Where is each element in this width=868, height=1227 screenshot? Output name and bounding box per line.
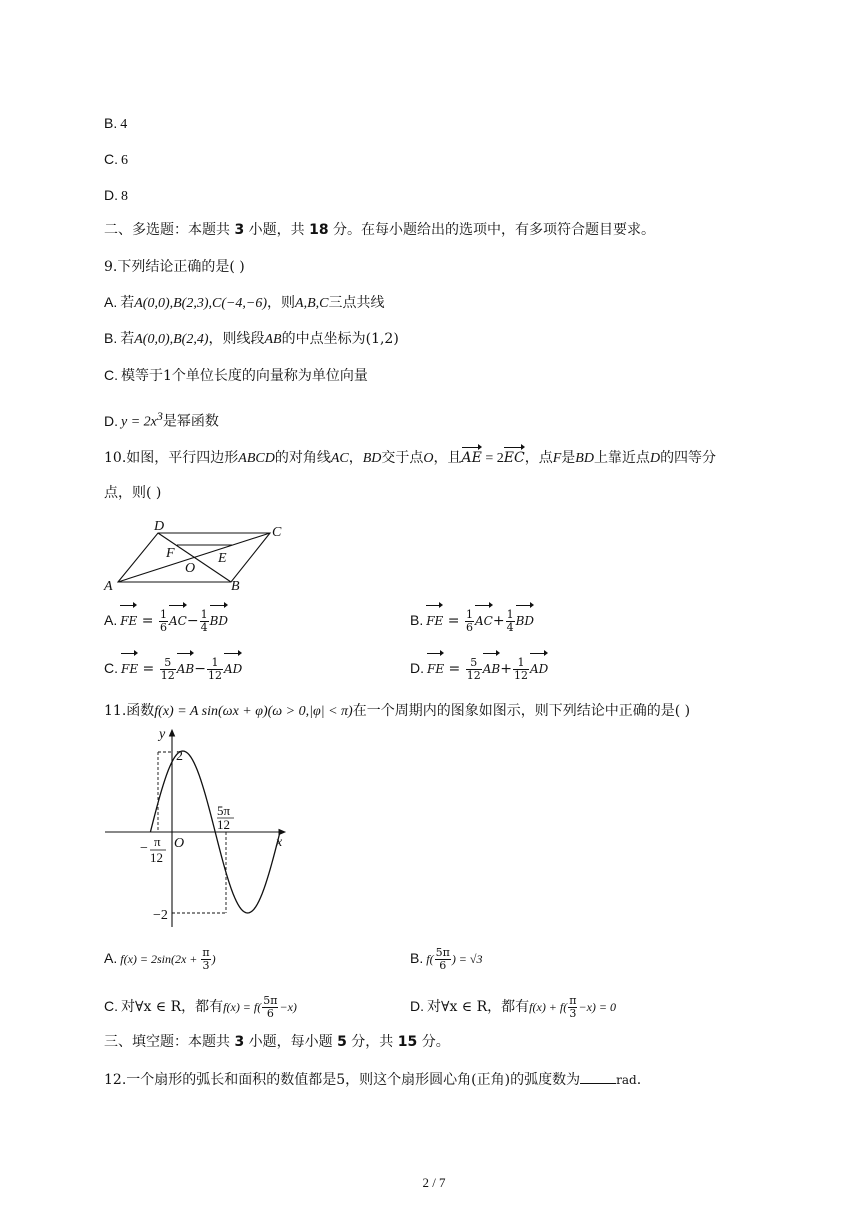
figure-label-a: A [104, 579, 113, 594]
q10-stem-line1: 10.如图，平行四边形ABCD的对角线AC，BD交于点O，且AE = 2EC，点F是BD上靠近点D的四等分 [104, 450, 717, 466]
q10-option-c: C. FE = $\frac{5}{12}$ AB− $\frac{1}{12}$ AD [104, 655, 243, 682]
graph-label-left-sign: − [140, 841, 148, 856]
q10-option-b: B. FE = $\frac{1}{6}$ AC+ $\frac{1}{4}$ BD [410, 607, 535, 634]
figure-label-b: B [231, 579, 240, 594]
q10-option-a: A. FE = $\frac{1}{6}$ AC− $\frac{1}{4}$ BD [104, 607, 229, 634]
q9-option-b: B. 若A(0,0),B(2,4)，则线段AB的中点坐标为(1,2) [104, 330, 399, 347]
graph-label-x: x [276, 835, 283, 850]
sine-graph [100, 722, 300, 932]
graph-label-y: y [159, 727, 166, 742]
q8-option-c: C. 6 [104, 151, 128, 168]
graph-label-right-num: 5π [217, 803, 231, 818]
q9-option-d: D. $y = 2x^3$是幂函数 [104, 409, 219, 430]
graph-label-max: 2 [176, 749, 183, 764]
figure-label-o: O [185, 561, 196, 576]
q11-option-a: A. f(x) = 2sin(2x + $\frac{\pi}{3}$ ) [104, 945, 216, 972]
graph-label-left-num: π [154, 834, 161, 849]
graph-label-o: O [174, 836, 185, 851]
q11-stem: 11.函数f(x) = A sin(ωx + φ)(ω > 0,|φ| < π)在一个周期内的图象如图示，则下列结论中正确的是( ) [104, 703, 691, 719]
q12-stem: 12.一个扇形的弧长和面积的数值都是5，则这个扇形圆心角(正角)的弧度数为 rad. [104, 1069, 641, 1089]
section-3-heading: 三、填空题：本题共 3 小题，每小题 5 分，共 15 分。 [104, 1034, 450, 1050]
graph-label-left-den: 12 [150, 850, 163, 865]
page-number: 2 / 7 [422, 1175, 446, 1190]
figure-label-d: D [154, 519, 165, 534]
q10-option-d: D. FE = $\frac{5}{12}$ AB+ $\frac{1}{12}$ AD [410, 655, 549, 682]
q10-stem-line2: 点，则( ) [104, 485, 162, 501]
q9-stem: 9.下列结论正确的是( ) [104, 259, 245, 275]
section-2-heading: 二、多选题：本题共 3 小题，共 18 分。在每小题给出的选项中，有多项符合题目要求。 [104, 222, 656, 238]
graph-label-min: −2 [153, 908, 168, 923]
q11-option-c: C. 对∀x ∈ R，都有f(x) = f( $\frac{5\pi}{6}$ −x) [104, 993, 297, 1020]
parallelogram-figure [100, 512, 300, 596]
q11-option-d: D. 对∀x ∈ R，都有f(x) + f( $\frac{\pi}{3}$ −x) = 0 [410, 993, 617, 1020]
figure-label-c: C [272, 525, 282, 540]
graph-label-right-den: 12 [217, 817, 230, 832]
q8-option-b: B. 4 [104, 115, 128, 132]
q9-option-a: A. 若A(0,0),B(2,3),C(−4,−6)，则A,B,C三点共线 [104, 294, 385, 311]
answer-blank[interactable] [580, 1069, 616, 1084]
figure-label-e: E [218, 551, 227, 566]
q8-option-d: D. 8 [104, 187, 128, 204]
q11-option-b: B. f( $\frac{5\pi}{6}$ ) = √3 [410, 945, 483, 972]
figure-label-f: F [166, 546, 175, 561]
q9-option-c: C. 模等于1个单位长度的向量称为单位向量 [104, 367, 368, 384]
